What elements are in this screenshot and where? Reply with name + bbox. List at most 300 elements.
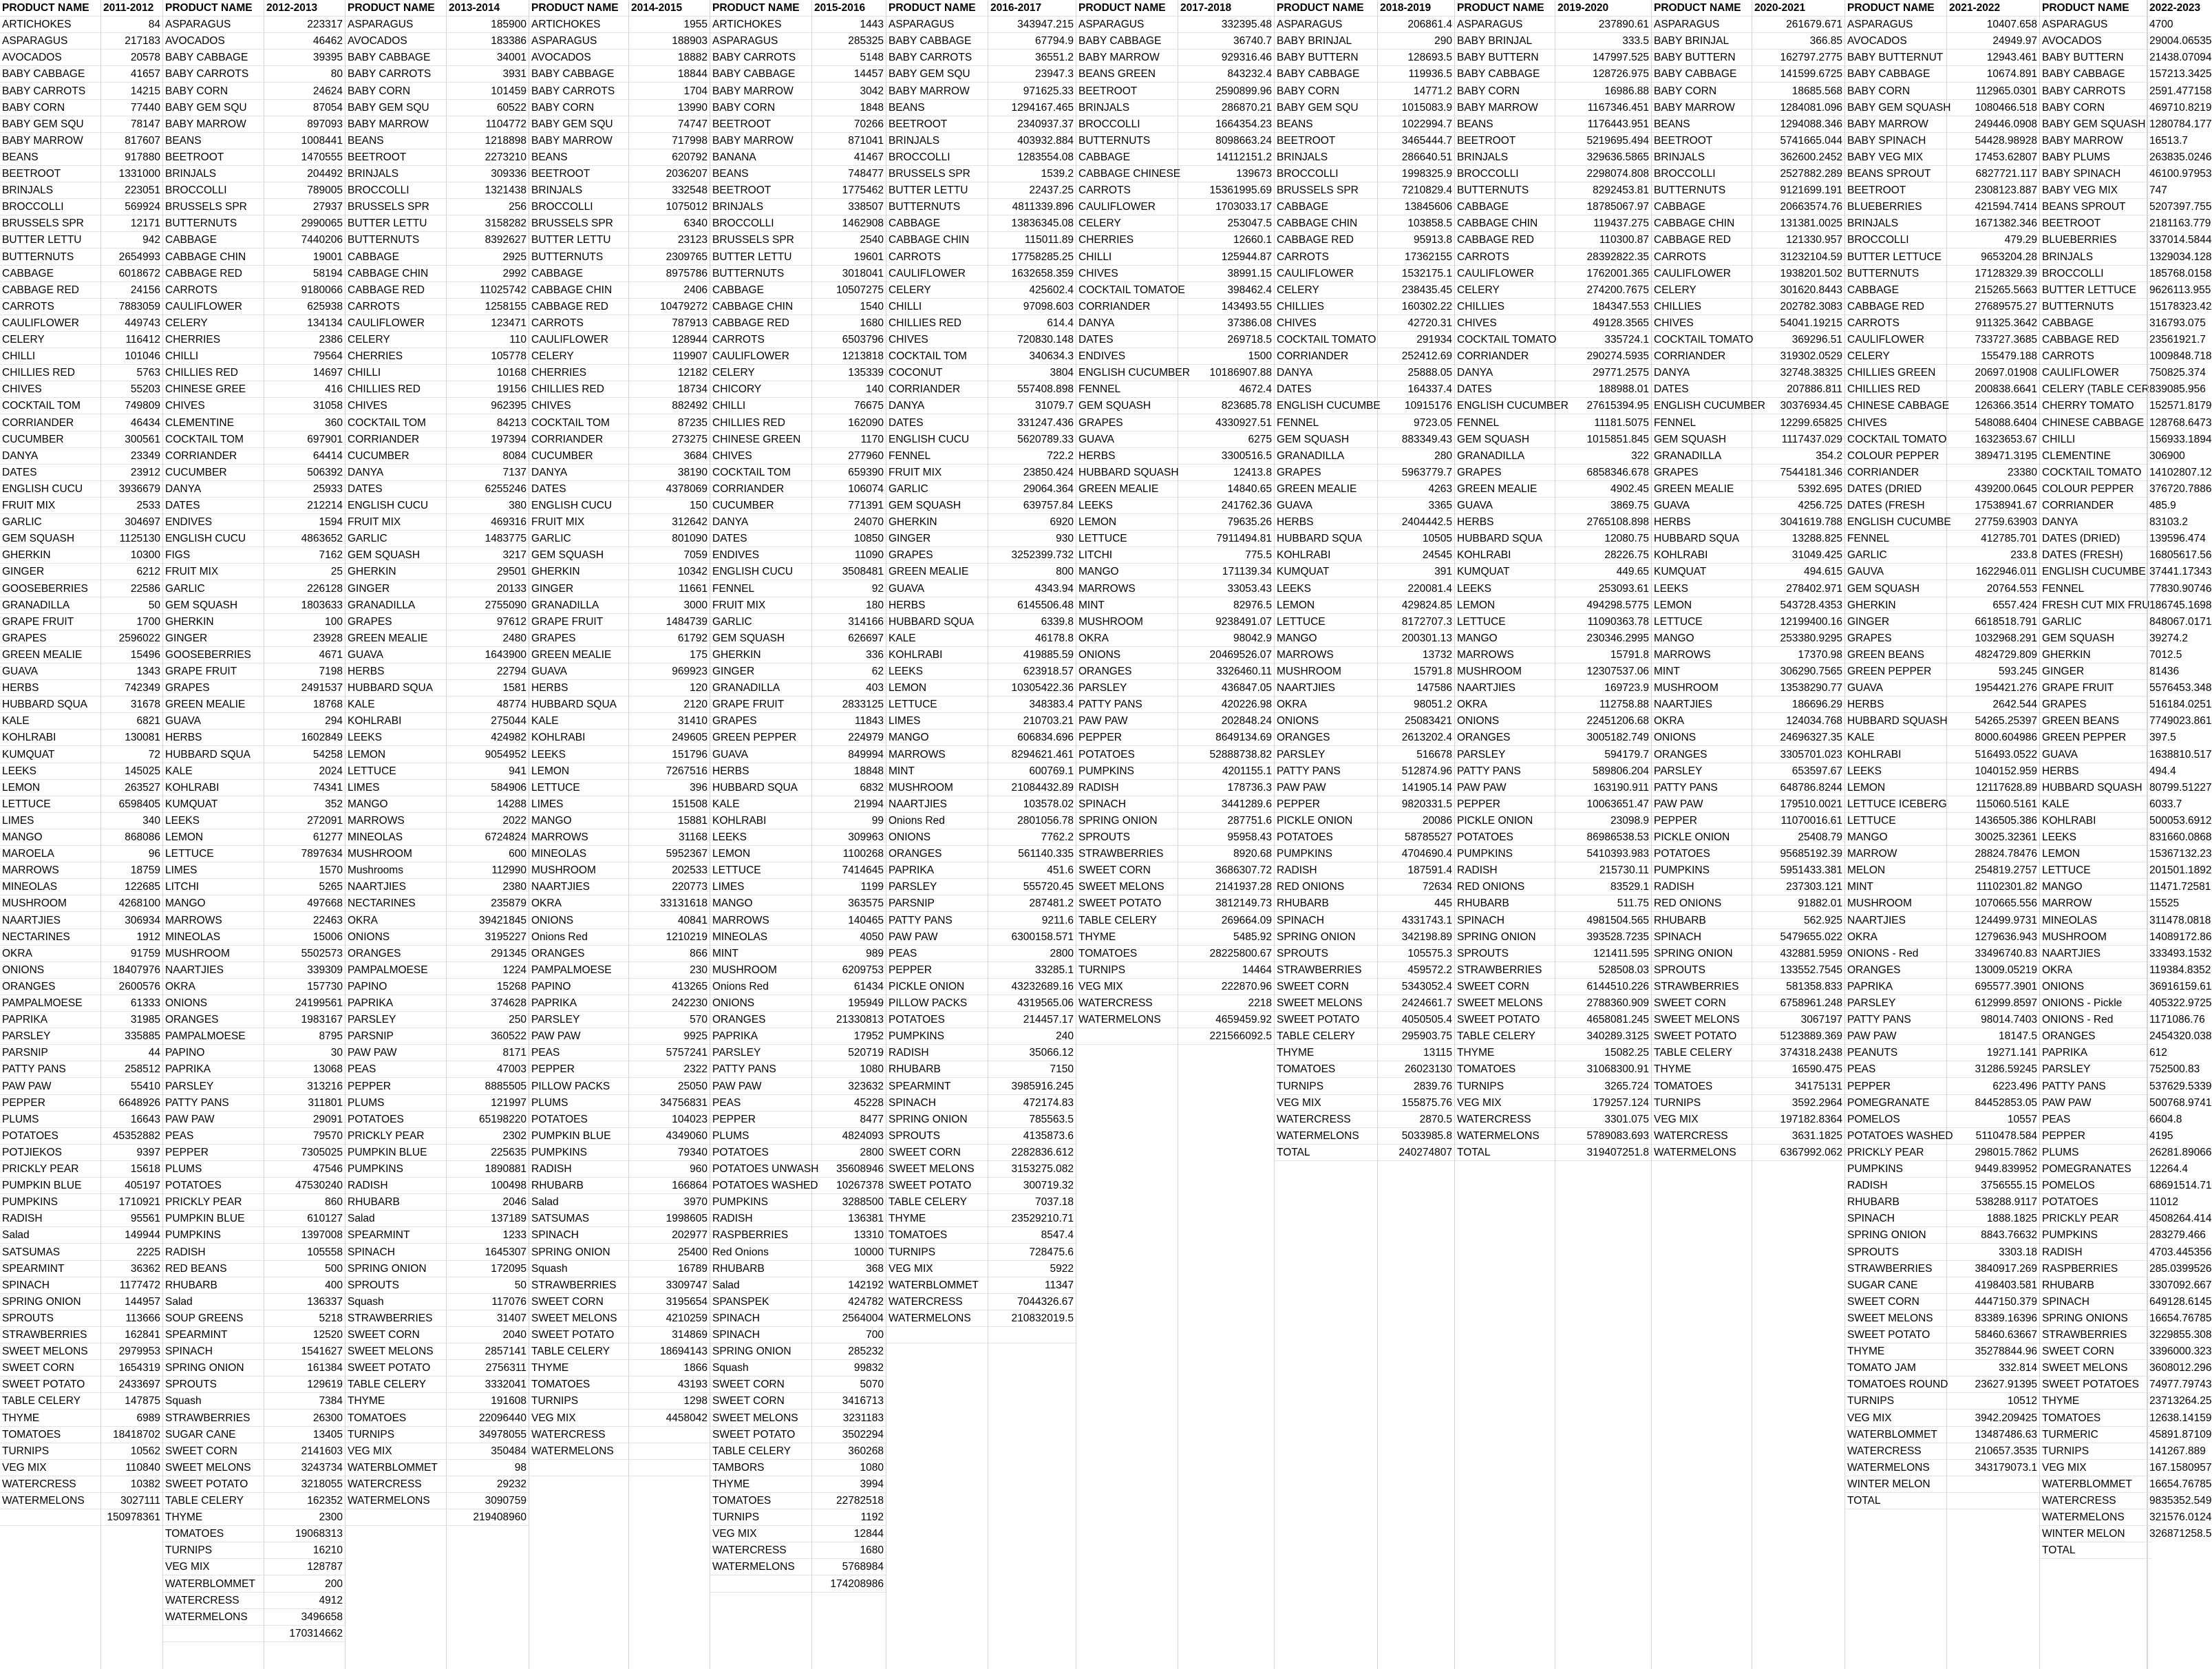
value-cell[interactable]: 219408960 (447, 1509, 529, 1526)
product-name-cell[interactable]: FENNEL (710, 581, 811, 597)
product-name-cell[interactable]: THYME (1076, 929, 1178, 946)
product-name-cell[interactable]: TABLE CELERY (1275, 1028, 1377, 1045)
product-name-cell[interactable]: PAPRIKA (163, 1061, 264, 1078)
product-name-cell[interactable]: LETTUCE (1652, 614, 1752, 630)
product-name-cell[interactable]: DATES (163, 498, 264, 514)
value-cell[interactable]: 10850 (812, 531, 886, 547)
value-cell[interactable]: 11090 (812, 547, 886, 564)
product-name-cell[interactable]: KALE (163, 763, 264, 780)
value-cell[interactable]: 538288.9117 (1947, 1194, 2039, 1211)
value-cell[interactable]: 337014.5844 (2147, 232, 2151, 248)
value-cell[interactable]: 24545 (1378, 547, 1454, 564)
product-name-cell[interactable]: FIGS (163, 547, 264, 564)
value-cell[interactable]: 831660.0868 (2147, 829, 2151, 846)
value-cell[interactable]: 3496658 (264, 1609, 345, 1626)
product-name-cell[interactable]: VEG MIX (1652, 1112, 1752, 1128)
product-name-cell[interactable]: COCKTAIL TOM (710, 465, 811, 481)
value-cell[interactable]: 14840.65 (1178, 481, 1274, 498)
product-name-cell[interactable]: ENGLISH CUCUMBER (1455, 398, 1555, 414)
value-cell[interactable]: 612 (2147, 1045, 2151, 1061)
product-name-cell[interactable]: BRUSSELS SPR (1275, 182, 1377, 199)
value-cell[interactable]: 11070016.61 (1752, 813, 1844, 829)
value-cell[interactable]: 30025.32361 (1947, 829, 2039, 846)
value-cell[interactable]: 18882 (629, 50, 710, 66)
value-cell[interactable]: 31407 (447, 1310, 529, 1327)
product-name-cell[interactable]: DANYA (2040, 514, 2147, 531)
product-name-cell[interactable]: Salad (345, 1211, 446, 1227)
product-name-cell[interactable]: CHILLI (0, 348, 100, 365)
product-name-cell[interactable]: GRAPE FRUIT (163, 663, 264, 680)
value-cell[interactable]: 28225800.67 (1178, 946, 1274, 962)
value-cell[interactable]: 47530240 (264, 1178, 345, 1194)
product-name-cell[interactable]: CHILLIES RED (0, 365, 100, 381)
value-cell[interactable]: 7440206 (264, 232, 345, 248)
value-cell[interactable]: 319302.0529 (1752, 348, 1844, 365)
value-cell[interactable]: 166864 (629, 1178, 710, 1194)
value-cell[interactable]: 290 (1378, 33, 1454, 50)
value-cell[interactable]: 10063651.47 (1555, 796, 1651, 813)
product-name-cell[interactable]: PAMPALMOESE (529, 962, 628, 979)
value-cell[interactable]: 8885505 (447, 1078, 529, 1095)
value-cell[interactable]: 14102807.12 (2147, 465, 2151, 481)
value-cell[interactable]: 202782.3083 (1752, 299, 1844, 315)
product-name-cell[interactable]: THYME (1845, 1343, 1946, 1360)
value-cell[interactable]: 84213 (447, 415, 529, 432)
product-name-cell[interactable]: POTATOES (1455, 829, 1555, 846)
value-cell[interactable]: 197394 (447, 432, 529, 448)
product-name-cell[interactable]: SWEET MELONS (1455, 995, 1555, 1012)
value-cell[interactable]: 136381 (812, 1211, 886, 1227)
value-cell[interactable]: 1954421.276 (1947, 680, 2039, 697)
product-name-cell[interactable]: SWEET CORN (710, 1376, 811, 1393)
product-name-cell[interactable]: MANGO (529, 813, 628, 829)
value-cell[interactable]: 3018041 (812, 266, 886, 282)
product-name-cell[interactable]: PEPPER (0, 1095, 100, 1112)
product-name-cell[interactable]: GHERKIN (710, 647, 811, 663)
product-name-cell[interactable]: GREEN PEPPER (2040, 730, 2147, 746)
product-name-cell[interactable]: LEEKS (529, 747, 628, 763)
header-cell[interactable]: PRODUCT NAME (1652, 0, 1752, 17)
product-name-cell[interactable]: ONIONS (1652, 730, 1752, 746)
value-cell[interactable]: 32748.38325 (1752, 365, 1844, 381)
product-name-cell[interactable]: PATTY PANS (886, 913, 988, 929)
product-name-cell[interactable]: BUTTER LETTU (345, 215, 446, 232)
value-cell[interactable]: 35608946 (812, 1161, 886, 1178)
product-name-cell[interactable]: CHIVES (529, 398, 628, 414)
product-name-cell[interactable]: ASPARAGUS (1845, 17, 1946, 33)
product-name-cell[interactable]: CABBAGE (1652, 199, 1752, 215)
value-cell[interactable]: 871041 (812, 133, 886, 149)
product-name-cell[interactable]: NAARTJIES (1455, 680, 1555, 697)
value-cell[interactable]: 653597.67 (1752, 763, 1844, 780)
value-cell[interactable]: 36551.2 (988, 50, 1076, 66)
product-name-cell[interactable]: CHERRIES (529, 365, 628, 381)
product-name-cell[interactable]: OKRA (2040, 962, 2147, 979)
product-name-cell[interactable]: SWEET POTATO (886, 1178, 988, 1194)
product-name-cell[interactable]: MARROWS (345, 813, 446, 829)
value-cell[interactable]: 1125130 (101, 531, 162, 547)
product-name-cell[interactable]: Salad (529, 1194, 628, 1211)
product-name-cell[interactable]: CELERY (0, 332, 100, 348)
value-cell[interactable]: 485.9 (2147, 498, 2151, 514)
product-name-cell[interactable]: PARSLEY (2040, 1061, 2147, 1078)
value-cell[interactable]: 20764.553 (1947, 581, 2039, 597)
product-name-cell[interactable]: PEANUTS (1845, 1045, 1946, 1061)
product-name-cell[interactable]: TABLE CELERY (1076, 913, 1178, 929)
product-name-cell[interactable]: CHIVES (710, 448, 811, 465)
product-name-cell[interactable]: BEANS SPROUT (1845, 166, 1946, 182)
product-name-cell[interactable]: BABY GEM SQUASH (1845, 100, 1946, 116)
product-name-cell[interactable]: PEPPER (1275, 796, 1377, 813)
product-name-cell[interactable]: BABY CABBAGE (0, 66, 100, 83)
product-name-cell[interactable]: BROCCOLLI (1652, 166, 1752, 182)
product-name-cell[interactable]: VEG MIX (1845, 1410, 1946, 1427)
product-name-cell[interactable]: DATES (710, 531, 811, 547)
product-name-cell[interactable]: LIMES (529, 796, 628, 813)
product-name-cell[interactable]: SWEET POTATO (0, 1376, 100, 1393)
product-name-cell[interactable]: PARSLEY (345, 1012, 446, 1028)
product-name-cell[interactable]: ENGLISH CUCU (345, 498, 446, 514)
value-cell[interactable]: 398462.4 (1178, 282, 1274, 299)
value-cell[interactable]: 254819.2757 (1947, 862, 2039, 879)
product-name-cell[interactable]: HERBS (163, 730, 264, 746)
product-name-cell[interactable]: PATTY PANS (1275, 763, 1377, 780)
product-name-cell[interactable]: PEPPER (529, 1061, 628, 1078)
product-name-cell[interactable]: GEM SQUASH (2040, 630, 2147, 647)
value-cell[interactable]: 3265.724 (1555, 1078, 1651, 1095)
value-cell[interactable]: 17128329.39 (1947, 266, 2039, 282)
value-cell[interactable]: 4447150.379 (1947, 1294, 2039, 1310)
value-cell[interactable]: 695577.3901 (1947, 979, 2039, 995)
value-cell[interactable]: 866 (629, 946, 710, 962)
product-name-cell[interactable]: TOTAL (2040, 1542, 2147, 1559)
value-cell[interactable]: 8294621.461 (988, 747, 1076, 763)
product-name-cell[interactable]: ASPARAGUS (0, 33, 100, 50)
product-name-cell[interactable]: CHILLIES RED (886, 315, 988, 332)
product-name-cell[interactable] (529, 1460, 628, 1476)
value-cell[interactable]: 2839.76 (1378, 1078, 1454, 1095)
product-name-cell[interactable]: CARROTS (1076, 182, 1178, 199)
value-cell[interactable]: 31232104.59 (1752, 249, 1844, 266)
value-cell[interactable]: 625938 (264, 299, 345, 315)
value-cell[interactable]: 848067.0171 (2147, 614, 2151, 630)
product-name-cell[interactable]: KOHLRABI (1275, 547, 1377, 564)
value-cell[interactable]: 3608012.296 (2147, 1360, 2151, 1376)
value-cell[interactable]: 9054952 (447, 747, 529, 763)
value-cell[interactable]: 285232 (812, 1343, 886, 1360)
product-name-cell[interactable]: CHILLIES RED (163, 365, 264, 381)
product-name-cell[interactable]: WATERMELONS (1652, 1145, 1752, 1161)
value-cell[interactable]: 162797.2775 (1752, 50, 1844, 66)
product-name-cell[interactable]: MARROWS (1076, 581, 1178, 597)
value-cell[interactable]: 1775462 (812, 182, 886, 199)
product-name-cell[interactable]: CAULIFLOWER (163, 299, 264, 315)
product-name-cell[interactable]: THYME (1275, 1045, 1377, 1061)
value-cell[interactable]: 137189 (447, 1211, 529, 1227)
value-cell[interactable]: 42720.31 (1378, 315, 1454, 332)
product-name-cell[interactable]: BABY CORN (2040, 100, 2147, 116)
value-cell[interactable]: 16210 (264, 1542, 345, 1559)
product-name-cell[interactable]: POTATOES (1652, 846, 1752, 862)
value-cell[interactable]: 15268 (447, 979, 529, 995)
product-name-cell[interactable]: BABY MARROW (1845, 116, 1946, 133)
value-cell[interactable]: 4811339.896 (988, 199, 1076, 215)
value-cell[interactable]: 5485.92 (1178, 929, 1274, 946)
value-cell[interactable]: 2181163.779 (2147, 215, 2151, 232)
value-cell[interactable]: 58194 (264, 266, 345, 282)
product-name-cell[interactable]: PAMPALMOESE (163, 1028, 264, 1045)
value-cell[interactable]: 8171 (447, 1045, 529, 1061)
product-name-cell[interactable]: FRUIT MIX (886, 465, 988, 481)
value-cell[interactable]: 600769.1 (988, 763, 1076, 780)
value-cell[interactable]: 7749023.861 (2147, 713, 2151, 730)
value-cell[interactable]: 581358.833 (1752, 979, 1844, 995)
value-cell[interactable]: 119936.5 (1378, 66, 1454, 83)
value-cell[interactable]: 494298.5775 (1555, 597, 1651, 614)
value-cell[interactable]: 5343052.4 (1378, 979, 1454, 995)
product-name-cell[interactable]: BEETROOT (886, 116, 988, 133)
product-name-cell[interactable]: WATERMELONS (710, 1559, 811, 1575)
product-name-cell[interactable]: BABY CARROTS (886, 50, 988, 66)
value-cell[interactable]: 287481.2 (988, 895, 1076, 912)
value-cell[interactable]: 37441.17343 (2147, 564, 2151, 580)
value-cell[interactable]: 941 (447, 763, 529, 780)
value-cell[interactable]: 742349 (101, 680, 162, 697)
product-name-cell[interactable]: Salad (163, 1294, 264, 1310)
product-name-cell[interactable]: GREEN MEALIE (1455, 481, 1555, 498)
value-cell[interactable]: 1177472 (101, 1277, 162, 1294)
value-cell[interactable]: 7384 (264, 1393, 345, 1410)
value-cell[interactable]: 1218898 (447, 133, 529, 149)
product-name-cell[interactable]: CAULIFLOWER (2040, 365, 2147, 381)
value-cell[interactable]: 121330.957 (1752, 232, 1844, 248)
value-cell[interactable]: 2022 (447, 813, 529, 829)
product-name-cell[interactable]: ORANGES (163, 1012, 264, 1028)
value-cell[interactable]: 8172707.3 (1378, 614, 1454, 630)
product-name-cell[interactable]: PRICKLY PEAR (345, 1128, 446, 1145)
value-cell[interactable]: 22451206.68 (1555, 713, 1651, 730)
product-name-cell[interactable]: ORANGES (2040, 1028, 2147, 1045)
product-name-cell[interactable] (345, 1509, 446, 1526)
value-cell[interactable]: 17362155 (1378, 249, 1454, 266)
value-cell[interactable]: 104023 (629, 1112, 710, 1128)
product-name-cell[interactable]: PLUMS (345, 1095, 446, 1112)
product-name-cell[interactable]: DATES (1275, 381, 1377, 398)
value-cell[interactable]: 139673 (1178, 166, 1274, 182)
value-cell[interactable]: 31678 (101, 697, 162, 713)
value-cell[interactable]: 1671382.346 (1947, 215, 2039, 232)
value-cell[interactable]: 50 (101, 597, 162, 614)
product-name-cell[interactable]: SPINACH (710, 1310, 811, 1327)
value-cell[interactable]: 1703033.17 (1178, 199, 1274, 215)
value-cell[interactable]: 3936679 (101, 481, 162, 498)
product-name-cell[interactable]: CHINESE GREEN (710, 432, 811, 448)
value-cell[interactable]: 157730 (264, 979, 345, 995)
value-cell[interactable]: 5219695.494 (1555, 133, 1651, 149)
product-name-cell[interactable]: CHILLI (886, 299, 988, 315)
product-name-cell[interactable]: GARLIC (529, 531, 628, 547)
value-cell[interactable]: 868086 (101, 829, 162, 846)
value-cell[interactable]: 917880 (101, 149, 162, 166)
product-name-cell[interactable]: CHERRIES (345, 348, 446, 365)
value-cell[interactable]: 516678 (1378, 747, 1454, 763)
value-cell[interactable]: 147586 (1378, 680, 1454, 697)
product-name-cell[interactable]: WATERBLOMMET (345, 1460, 446, 1476)
value-cell[interactable]: 775.5 (1178, 547, 1274, 564)
value-cell[interactable]: 22463 (264, 913, 345, 929)
product-name-cell[interactable]: SATSUMAS (529, 1211, 628, 1227)
value-cell[interactable]: 989 (812, 946, 886, 962)
product-name-cell[interactable]: GEM SQUASH (710, 630, 811, 647)
product-name-cell[interactable]: ASPARAGUS (2040, 17, 2147, 33)
value-cell[interactable]: 113666 (101, 1310, 162, 1327)
value-cell[interactable]: 139596.474 (2147, 531, 2151, 547)
value-cell[interactable]: 35066.12 (988, 1045, 1076, 1061)
value-cell[interactable]: 717998 (629, 133, 710, 149)
product-name-cell[interactable]: HERBS (345, 663, 446, 680)
product-name-cell[interactable]: TOMATOES (886, 1227, 988, 1244)
product-name-cell[interactable]: MUSHROOM (2040, 929, 2147, 946)
product-name-cell[interactable]: LEMON (886, 680, 988, 697)
product-name-cell[interactable]: CHILLIES RED (710, 415, 811, 432)
product-name-cell[interactable]: KOHLRABI (1652, 547, 1752, 564)
value-cell[interactable]: 1848 (812, 100, 886, 116)
product-name-cell[interactable]: CLEMENTINE (2040, 448, 2147, 465)
value-cell[interactable]: 4135873.6 (988, 1128, 1076, 1145)
value-cell[interactable]: 6033.7 (2147, 796, 2151, 813)
value-cell[interactable]: 1539.2 (988, 166, 1076, 182)
value-cell[interactable]: 3027111 (101, 1493, 162, 1509)
product-name-cell[interactable]: GEM SQUASH (1455, 432, 1555, 448)
value-cell[interactable]: 14215 (101, 83, 162, 100)
product-name-cell[interactable]: SWEET POTATO (1275, 1012, 1377, 1028)
value-cell[interactable]: 117076 (447, 1294, 529, 1310)
value-cell[interactable]: 3301.075 (1555, 1112, 1651, 1128)
value-cell[interactable]: 13310 (812, 1227, 886, 1244)
value-cell[interactable]: 16805617.56 (2147, 547, 2151, 564)
product-name-cell[interactable]: BABY BUTTERN (1455, 50, 1555, 66)
value-cell[interactable]: 1015083.9 (1378, 100, 1454, 116)
value-cell[interactable]: 3288500 (812, 1194, 886, 1211)
value-cell[interactable]: 28226.75 (1555, 547, 1651, 564)
value-cell[interactable]: 4198403.581 (1947, 1277, 2039, 1294)
value-cell[interactable]: 8649134.69 (1178, 730, 1274, 746)
product-name-cell[interactable]: SPINACH (2040, 1294, 2147, 1310)
value-cell[interactable]: 316793.075 (2147, 315, 2151, 332)
product-name-cell[interactable]: CORRIANDER (163, 448, 264, 465)
product-name-cell[interactable]: BANANA (710, 149, 811, 166)
product-name-cell[interactable]: HUBBARD SQUA (529, 697, 628, 713)
product-name-cell[interactable]: BABY GEM SQU (0, 116, 100, 133)
value-cell[interactable]: 10305422.36 (988, 680, 1076, 697)
product-name-cell[interactable]: COCKTAIL TOMATO (1652, 332, 1752, 348)
value-cell[interactable]: 25083421 (1378, 713, 1454, 730)
value-cell[interactable]: 105778 (447, 348, 529, 365)
value-cell[interactable]: 24696327.35 (1752, 730, 1844, 746)
product-name-cell[interactable]: PRICKLY PEAR (0, 1161, 100, 1178)
value-cell[interactable]: 494.4 (2147, 763, 2151, 780)
product-name-cell[interactable]: STRAWBERRIES (1076, 846, 1178, 862)
value-cell[interactable]: 161384 (264, 1360, 345, 1376)
value-cell[interactable]: 424982 (447, 730, 529, 746)
value-cell[interactable]: 479.29 (1947, 232, 2039, 248)
product-name-cell[interactable]: GRAPES (1275, 465, 1377, 481)
value-cell[interactable]: 368 (812, 1261, 886, 1277)
value-cell[interactable]: 3231183 (812, 1410, 886, 1427)
product-name-cell[interactable]: TOMATOES (1275, 1061, 1377, 1078)
value-cell[interactable]: 9449.839952 (1947, 1161, 2039, 1178)
product-name-cell[interactable]: MINEOLAS (163, 929, 264, 946)
header-cell[interactable]: 2013-2014 (447, 0, 529, 17)
product-name-cell[interactable]: CHILLI (345, 365, 446, 381)
product-name-cell[interactable]: PATTY PANS (710, 1061, 811, 1078)
product-name-cell[interactable]: GHERKIN (529, 564, 628, 580)
product-name-cell[interactable]: KUMQUAT (1455, 564, 1555, 580)
value-cell[interactable]: 5218 (264, 1310, 345, 1327)
value-cell[interactable]: 25933 (264, 481, 345, 498)
value-cell[interactable]: 340 (101, 813, 162, 829)
value-cell[interactable]: 1654319 (101, 1360, 162, 1376)
value-cell[interactable]: 557408.898 (988, 381, 1076, 398)
value-cell[interactable]: 1500 (1178, 348, 1274, 365)
value-cell[interactable]: 306934 (101, 913, 162, 929)
value-cell[interactable]: 120 (629, 680, 710, 697)
product-name-cell[interactable]: HUBBARD SQUA (0, 697, 100, 713)
value-cell[interactable]: 439200.0645 (1947, 481, 2039, 498)
value-cell[interactable]: 29771.2575 (1555, 365, 1651, 381)
product-name-cell[interactable]: WATERMELONS (345, 1493, 446, 1509)
value-cell[interactable]: 110300.87 (1555, 232, 1651, 248)
product-name-cell[interactable]: GUAVA (529, 663, 628, 680)
value-cell[interactable]: 277960 (812, 448, 886, 465)
value-cell[interactable]: 5952367 (629, 846, 710, 862)
product-name-cell[interactable]: DATES (0, 465, 100, 481)
value-cell[interactable]: 2533 (101, 498, 162, 514)
product-name-cell[interactable]: WATERMELONS (1845, 1460, 1946, 1476)
product-name-cell[interactable]: HUBBARD SQUA (163, 747, 264, 763)
value-cell[interactable]: 162352 (264, 1493, 345, 1509)
value-cell[interactable]: 942 (101, 232, 162, 248)
product-name-cell[interactable]: HUBBARD SQUA (1275, 531, 1377, 547)
product-name-cell[interactable]: SPRING ONION (1275, 929, 1377, 946)
value-cell[interactable]: 233.8 (1947, 547, 2039, 564)
product-name-cell[interactable]: RADISH (1076, 780, 1178, 796)
value-cell[interactable]: 1436505.386 (1947, 813, 2039, 829)
product-name-cell[interactable]: COCKTAIL TOM (0, 398, 100, 414)
value-cell[interactable]: 5576453.348 (2147, 680, 2151, 697)
product-name-cell[interactable]: RADISH (1845, 1178, 1946, 1194)
product-name-cell[interactable]: BABY MARROW (529, 133, 628, 149)
product-name-cell[interactable]: SPINACH (1845, 1211, 1946, 1227)
value-cell[interactable]: 3970 (629, 1194, 710, 1211)
value-cell[interactable]: 18734 (629, 381, 710, 398)
product-name-cell[interactable]: TOMATOES (710, 1493, 811, 1509)
value-cell[interactable]: 1680 (812, 315, 886, 332)
product-name-cell[interactable]: PATTY PANS (0, 1061, 100, 1078)
value-cell[interactable]: 22437.25 (988, 182, 1076, 199)
product-name-cell[interactable]: BRINJALS (710, 199, 811, 215)
value-cell[interactable]: 5620789.33 (988, 432, 1076, 448)
value-cell[interactable]: 97098.603 (988, 299, 1076, 315)
product-name-cell[interactable]: MARROWS (1275, 647, 1377, 663)
product-name-cell[interactable]: BUTTERNUTS (1652, 182, 1752, 199)
value-cell[interactable]: 23098.9 (1555, 813, 1651, 829)
value-cell[interactable]: 300561 (101, 432, 162, 448)
product-name-cell[interactable]: LIMES (710, 879, 811, 895)
product-name-cell[interactable]: BROCCOLLI (1076, 116, 1178, 133)
product-name-cell[interactable]: PARSNIP (886, 895, 988, 912)
product-name-cell[interactable]: GREEN BEANS (1845, 647, 1946, 663)
